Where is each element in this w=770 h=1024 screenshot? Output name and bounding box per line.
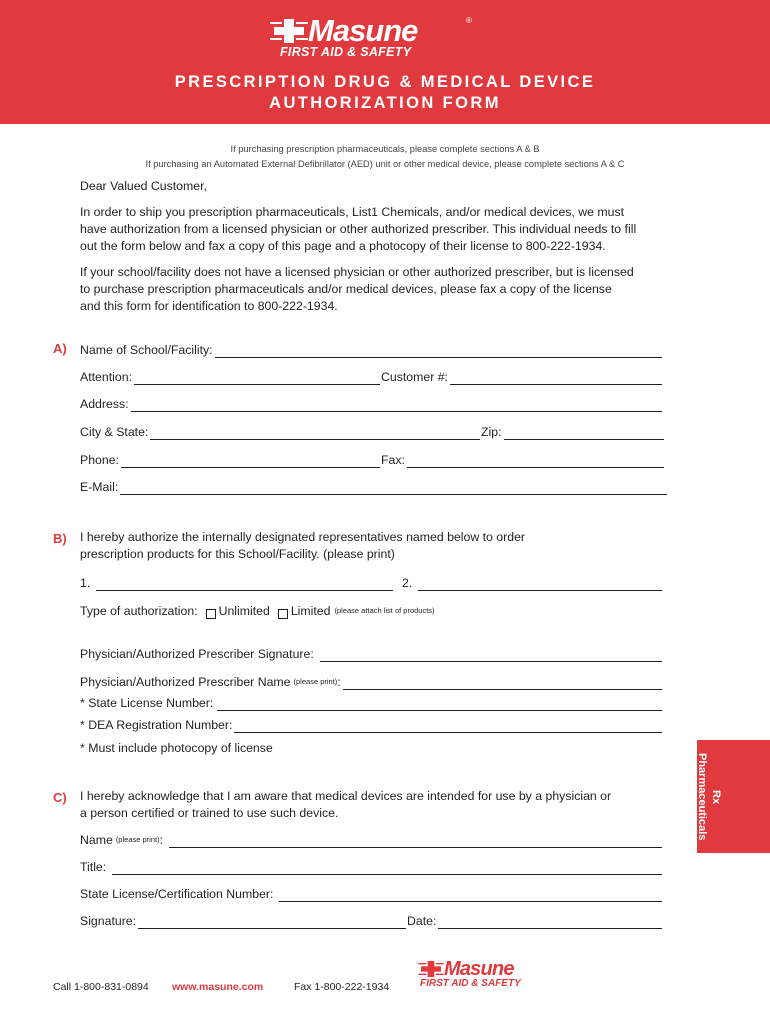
section-c-line: I hereby acknowledge that I am aware that medical devices are intended for use by a physician or	[80, 789, 612, 803]
rep-1-label: 1.	[80, 576, 91, 590]
section-b-marker: B)	[53, 531, 67, 546]
c-date-line[interactable]	[438, 916, 662, 929]
intro-paragraph-2	[80, 264, 634, 315]
email-label: E-Mail:	[80, 480, 119, 494]
rep-2-label: 2.	[402, 576, 413, 590]
c-name-note: (please print)	[115, 835, 160, 844]
logo-wordmark: Masune	[308, 13, 418, 48]
prescriber-name-field[interactable]: Physician/Authorized Prescriber Name (please print) :	[80, 674, 662, 690]
intro-p1-line: In order to ship you prescription pharmaceuticals, List1 Chemicals, and/or medical devices, we must	[80, 205, 625, 219]
rep-1-input-line[interactable]	[96, 578, 393, 591]
footer-logo-tagline: FIRST AID & SAFETY	[420, 978, 521, 989]
dea-number-line[interactable]	[234, 720, 662, 733]
section-a-marker: A)	[53, 341, 67, 356]
section-c-statement	[80, 788, 611, 822]
page-title	[0, 72, 770, 114]
address-label: Address:	[80, 397, 129, 411]
representative-2-field[interactable]	[402, 575, 662, 591]
cross-logo-icon	[270, 19, 308, 43]
certification-number-label: State License/Certification Number:	[80, 887, 274, 901]
license-copy-note	[80, 740, 273, 756]
footer-logo-wordmark: Masune	[444, 958, 514, 980]
city-state-field[interactable]	[80, 424, 480, 440]
unlimited-checkbox[interactable]	[206, 609, 216, 619]
c-name-field[interactable]: Name (please print) :	[80, 832, 662, 848]
footer-logo	[418, 958, 568, 994]
prescriber-signature-field[interactable]	[80, 646, 662, 662]
c-title-field[interactable]	[80, 859, 662, 875]
c-name-label: Name	[80, 833, 113, 847]
intro-p2-line: If your school/facility does not have a licensed physician or other authorized prescriber, but is licensed	[80, 265, 634, 279]
intro-p1-line: have authorization from a licensed physician or other authorized prescriber. This individual needs to fill	[80, 222, 637, 236]
city-state-label: City & State:	[80, 425, 149, 439]
rep-2-input-line[interactable]	[418, 578, 662, 591]
masune-logo	[270, 14, 500, 60]
unlimited-label: Unlimited	[218, 604, 270, 618]
certification-number-field[interactable]	[80, 886, 662, 902]
authorization-type-label: Type of authorization:	[80, 604, 198, 618]
registered-mark: ®	[466, 16, 472, 25]
footer-website-link[interactable]: www.masune.com	[172, 981, 264, 993]
intro-p2-line: to purchase prescription pharmaceuticals and/or medical devices, please fax a copy of the license	[80, 282, 612, 296]
zip-input-line[interactable]	[504, 427, 665, 440]
state-license-field[interactable]	[80, 695, 662, 711]
logo-tagline: FIRST AID & SAFETY	[280, 45, 412, 59]
footer-cross-logo-icon	[418, 961, 444, 977]
title-line-2: AUTHORIZATION FORM	[269, 94, 501, 112]
section-b-line: I hereby authorize the internally designated representatives named below to order	[80, 530, 526, 544]
phone-input-line[interactable]	[121, 455, 380, 468]
dea-number-field[interactable]	[80, 717, 662, 733]
side-tab-label: Rx Pharmaceuticals	[696, 753, 722, 841]
c-title-label: Title:	[80, 860, 107, 874]
c-date-label: Date:	[407, 914, 437, 928]
c-title-line[interactable]	[112, 862, 662, 875]
state-license-label: * State License Number:	[80, 696, 214, 710]
zip-field[interactable]	[481, 424, 664, 440]
fax-field[interactable]	[381, 452, 664, 468]
fax-label: Fax:	[381, 453, 405, 467]
fax-input-line[interactable]	[407, 455, 664, 468]
attention-label: Attention:	[80, 370, 132, 384]
address-input-line[interactable]	[131, 399, 662, 412]
note-line-1: If purchasing prescription pharmaceuticals, please complete sections A & B	[230, 144, 540, 154]
address-field[interactable]	[80, 396, 662, 412]
intro-p2-line: and this form for identification to 800-222-1934.	[80, 299, 338, 313]
section-c-line: a person certified or trained to use such device.	[80, 806, 339, 820]
prescriber-signature-label: Physician/Authorized Prescriber Signature:	[80, 647, 314, 661]
dea-number-label: * DEA Registration Number:	[80, 718, 233, 732]
facility-input-line[interactable]	[215, 345, 662, 358]
customer-number-label: Customer #:	[381, 370, 448, 384]
attention-input-line[interactable]	[134, 372, 380, 385]
limited-checkbox[interactable]	[278, 609, 288, 619]
note-line-2: If purchasing an Automated External Defibrillator (AED) unit or other medical device, please complete sections A & C	[145, 159, 625, 169]
email-field[interactable]	[80, 479, 667, 495]
footer-phone: Call 1-800-831-0894	[53, 981, 149, 993]
intro-p1-line: out the form below and fax a copy of this page and a photocopy of their license to 800-222-1934.	[80, 239, 606, 253]
c-signature-field[interactable]	[80, 913, 406, 929]
city-state-input-line[interactable]	[150, 427, 480, 440]
facility-label: Name of School/Facility:	[80, 343, 213, 357]
intro-paragraph-1	[80, 204, 636, 255]
prescriber-name-note: (please print)	[293, 677, 338, 686]
section-c-marker: C)	[53, 790, 67, 805]
prescriber-signature-line[interactable]	[320, 649, 662, 662]
limited-note: (please attach list of products)	[334, 606, 435, 615]
zip-label: Zip:	[481, 425, 502, 439]
authorization-type-row	[80, 603, 435, 619]
phone-label: Phone:	[80, 453, 119, 467]
c-signature-label: Signature:	[80, 914, 137, 928]
attention-field[interactable]	[80, 369, 380, 385]
representative-1-field[interactable]	[80, 575, 393, 591]
c-name-line[interactable]	[169, 835, 662, 848]
state-license-line[interactable]	[217, 698, 662, 711]
section-b-line: prescription products for this School/Facility. (please print)	[80, 547, 395, 561]
title-line-1: PRESCRIPTION DRUG & MEDICAL DEVICE	[174, 73, 596, 91]
customer-number-input-line[interactable]	[450, 372, 662, 385]
c-signature-line[interactable]	[138, 916, 406, 929]
prescriber-name-label: Physician/Authorized Prescriber Name	[80, 675, 291, 689]
facility-field[interactable]	[80, 342, 662, 358]
email-input-line[interactable]	[120, 482, 667, 495]
footer-fax: Fax 1-800-222-1934	[294, 981, 390, 993]
phone-field[interactable]	[80, 452, 380, 468]
section-b-statement	[80, 529, 525, 563]
customer-number-field[interactable]	[381, 369, 662, 385]
certification-number-line[interactable]	[279, 889, 662, 902]
license-copy-note-text: * Must include photocopy of license	[80, 741, 273, 755]
c-date-field[interactable]	[407, 913, 662, 929]
limited-label: Limited	[290, 604, 331, 618]
greeting: Dear Valued Customer,	[80, 179, 207, 193]
prescriber-name-line[interactable]	[343, 677, 662, 690]
header-banner	[0, 0, 770, 124]
